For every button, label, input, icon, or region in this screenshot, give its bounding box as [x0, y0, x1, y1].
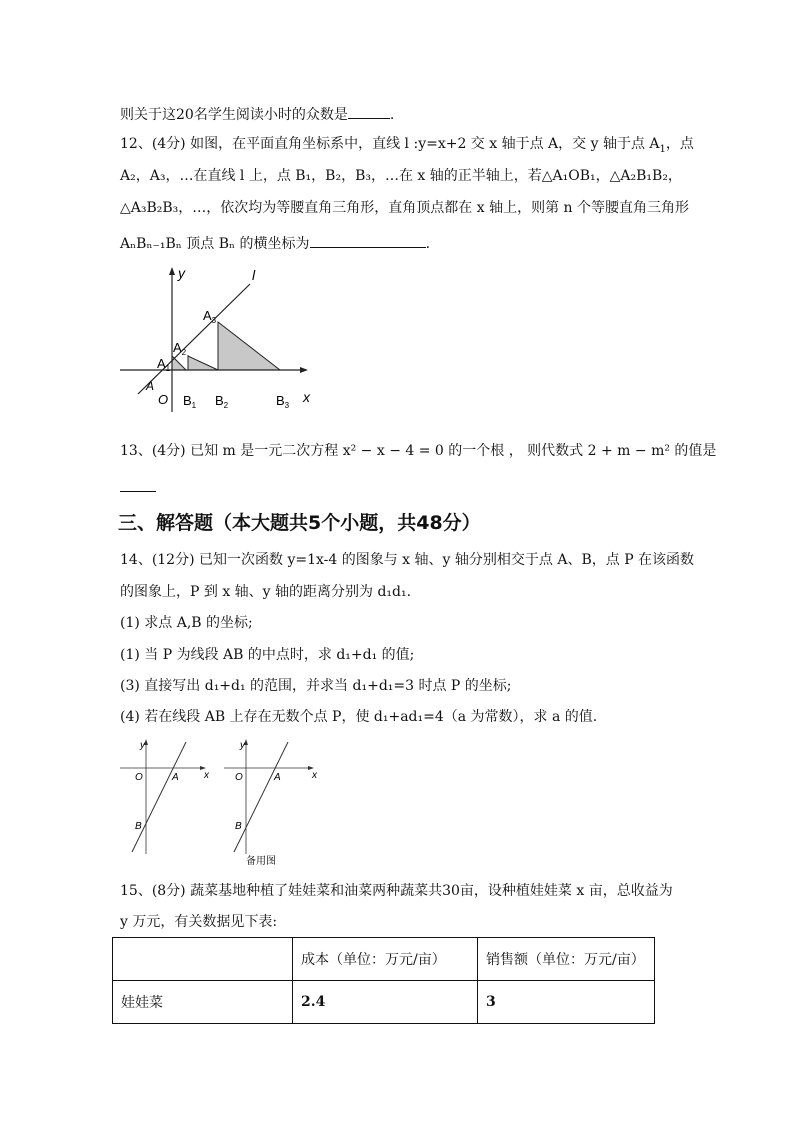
q15-line2: y 万元，有关数据见下表:: [120, 914, 278, 930]
label-B2: $B_2$: [215, 393, 229, 410]
label-y: y: [178, 265, 185, 281]
table-header-cell: 成本（单位：万元/亩）: [293, 938, 478, 981]
q14-part2: (1) 当 P 为线段 AB 的中点时，求 d₁+d₁ 的值;: [120, 647, 415, 663]
label-x: x: [204, 770, 209, 781]
graph-line: [132, 742, 186, 852]
table-cell: 娃娃菜: [113, 981, 293, 1024]
q13-text: 13、(4分) 已知 m 是一元二次方程 x² − x − 4 = 0 的一个根 ， 则代数式 2 + m − m² 的值是: [120, 443, 717, 459]
label-O: O: [235, 772, 243, 783]
answer-blank: [310, 233, 426, 248]
label-A: A: [172, 772, 179, 783]
triangle-3: [218, 322, 280, 370]
q12-line3: △A₃B₂B₃，…，依次均为等腰直角三角形，直角顶点都在 x 轴上，则第 n 个等腰直角三角形: [120, 200, 690, 216]
label-O: O: [158, 392, 169, 407]
label-x: x: [312, 770, 317, 781]
y-axis-arrow: [169, 267, 175, 275]
label-B: B: [235, 821, 242, 832]
q15-line1: 15、(8分) 蔬菜基地种植了娃娃菜和油菜两种蔬菜共30亩，设种植娃娃菜 x 亩，总收益为: [120, 883, 673, 899]
label-O: O: [135, 772, 143, 783]
label-A: A: [146, 379, 155, 393]
q13-answer-blank: [120, 491, 156, 492]
q14-line2: 的图象上，P 到 x 轴、y 轴的距离分别为 d₁d₁.: [120, 584, 412, 600]
table-cell: 2.4: [293, 981, 478, 1024]
figure-q14-main: [118, 736, 218, 856]
label-B: B: [135, 821, 142, 832]
graph-line: [234, 742, 288, 852]
q14-part3: (3) 直接写出 d₁+d₁ 的范围，并求当 d₁+d₁=3 时点 P 的坐标;: [120, 678, 512, 694]
data-table: [112, 937, 655, 1024]
table-header-cell: 销售额（单位：万元/亩）: [478, 938, 655, 981]
label-A2: $A_2$: [173, 340, 187, 357]
section-title: 三、解答题（本大题共5个小题，共48分）: [118, 512, 481, 534]
answer-blank: [348, 104, 390, 119]
figure-q14-spare: [222, 736, 332, 868]
q11-tail: 则关于这20名学生阅读小时的众数是 .: [120, 104, 394, 124]
q12-line2: A₂，A₃，…在直线 l 上，点 B₁，B₂，B₃，…在 x 轴的正半轴上，若△A₁OB₁，△A₂B₁B₂，: [120, 168, 682, 184]
table-header-cell: [113, 938, 293, 981]
x-axis-arrow: [300, 367, 308, 373]
triangle-2: [188, 356, 218, 370]
q14-line1: 14、(12分) 已知一次函数 y=1x-4 的图象与 x 轴、y 轴分别相交于点 A、B，点 P 在该函数: [120, 552, 695, 568]
label-x: x: [303, 389, 310, 405]
label-l: l: [252, 267, 256, 283]
q12-line1: 12、(4分) 如图，在平面直角坐标系中，直线 l :y=x+2 交 x 轴于点 A，交 y 轴于点 $A_1$，点: [120, 136, 694, 155]
label-y: y: [140, 740, 145, 751]
q14-part4: (4) 若在线段 AB 上存在无数个点 P，使 d₁+ad₁=4（a 为常数），求 a 的值.: [120, 709, 598, 725]
label-y: y: [240, 740, 245, 751]
label-A: A: [274, 772, 281, 783]
label-A1: $A_1$: [157, 356, 171, 373]
figure-q12: [110, 262, 330, 422]
table-header-row: [113, 938, 655, 981]
label-A3: $A_3$: [203, 308, 217, 325]
label-B3: $B_3$: [276, 393, 290, 410]
figure-caption: 备用图: [246, 856, 276, 867]
q12-line4: AₙBₙ₋₁Bₙ 顶点 Bₙ 的横坐标为 .: [120, 233, 430, 253]
q14-part1: (1) 求点 A,B 的坐标;: [120, 615, 253, 631]
label-B1: $B_1$: [183, 393, 197, 410]
table-row: [113, 981, 655, 1024]
table-cell: 3: [478, 981, 655, 1024]
